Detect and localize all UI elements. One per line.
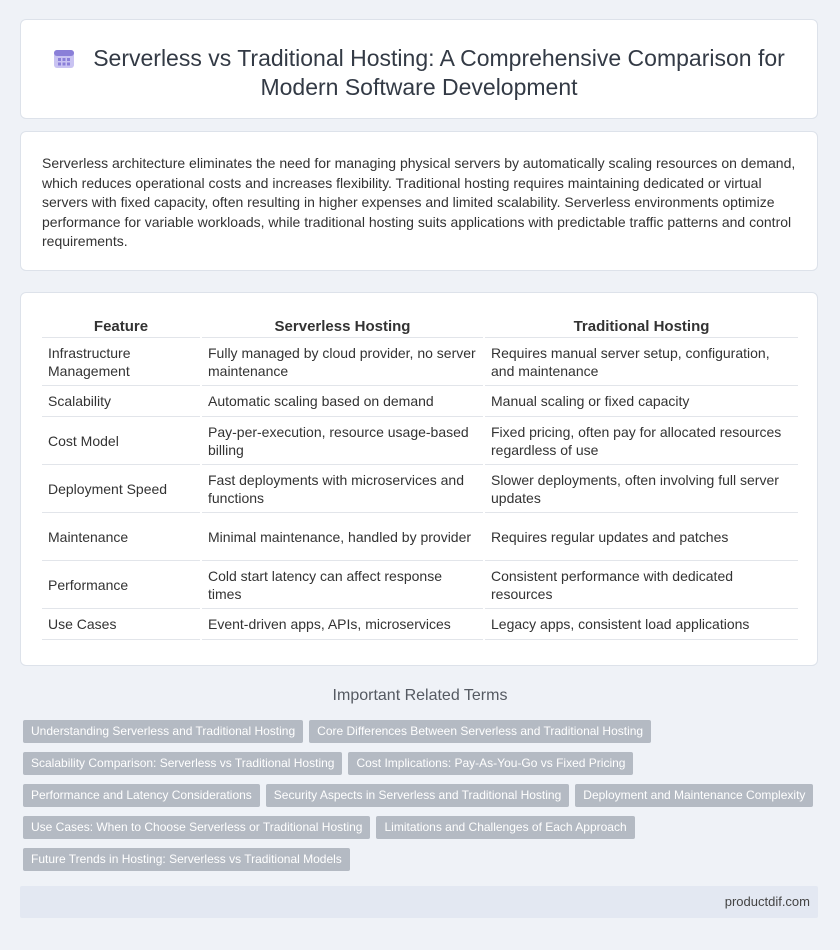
- calendar-icon: [53, 47, 75, 69]
- cell-traditional: Fixed pricing, often pay for allocated resources regardless of use: [484, 417, 798, 465]
- title-card: [20, 19, 818, 119]
- related-tag[interactable]: Cost Implications: Pay-As-You-Go vs Fixed Pricing: [348, 752, 633, 775]
- cell-feature: Cost Model: [42, 417, 201, 465]
- cell-feature: Use Cases: [42, 609, 201, 640]
- related-tag[interactable]: Use Cases: When to Choose Serverless or Traditional Hosting: [23, 816, 370, 839]
- header-serverless: Serverless Hosting: [201, 315, 484, 338]
- related-tag[interactable]: Performance and Latency Considerations: [23, 784, 260, 807]
- related-tag[interactable]: Scalability Comparison: Serverless vs Traditional Hosting: [23, 752, 342, 775]
- footer-site-link[interactable]: productdif.com: [724, 894, 810, 909]
- page-title: Serverless vs Traditional Hosting: A Comprehensive Comparison for Modern Software Development: [93, 45, 785, 100]
- intro-paragraph: Serverless architecture eliminates the need for managing physical servers by automatically scaling resources on demand, which reduces operational costs and increases flexibility. Traditional hosting requires maintaining dedicated or virtual servers with fixed capacity, often resulting in higher expenses and limited scalability. Serverless environments optimize performance for variable workloads, while traditional hosting suits applications with predictable traffic patterns and control requirements.: [42, 155, 796, 249]
- table-row: [42, 561, 798, 609]
- page-title-wrap: [51, 44, 787, 102]
- cell-feature: Deployment Speed: [42, 465, 201, 513]
- cell-traditional: Consistent performance with dedicated resources: [484, 561, 798, 609]
- cell-feature: Infrastructure Management: [42, 338, 201, 386]
- table-row: [42, 609, 798, 640]
- cell-traditional: Slower deployments, often involving full server updates: [484, 465, 798, 513]
- table-row: [42, 465, 798, 513]
- cell-traditional: Requires regular updates and patches: [484, 513, 798, 561]
- intro-card: [20, 131, 818, 271]
- cell-feature: Scalability: [42, 386, 201, 417]
- cell-serverless: Fast deployments with microservices and functions: [201, 465, 484, 513]
- related-terms-title: Important Related Terms: [332, 687, 508, 704]
- cell-serverless: Event-driven apps, APIs, microservices: [201, 609, 484, 640]
- footer-bar: [20, 886, 818, 918]
- table-row: [42, 386, 798, 417]
- cell-serverless: Automatic scaling based on demand: [201, 386, 484, 417]
- cell-serverless: Minimal maintenance, handled by provider: [201, 513, 484, 561]
- header-traditional: Traditional Hosting: [484, 315, 798, 338]
- header-feature: Feature: [42, 315, 201, 338]
- related-tag[interactable]: Future Trends in Hosting: Serverless vs Traditional Models: [23, 848, 350, 871]
- table-row: [42, 513, 798, 561]
- related-tag[interactable]: Understanding Serverless and Traditional Hosting: [23, 720, 303, 743]
- cell-feature: Maintenance: [42, 513, 201, 561]
- table-row: [42, 338, 798, 386]
- related-tag[interactable]: Security Aspects in Serverless and Traditional Hosting: [266, 784, 569, 807]
- cell-serverless: Cold start latency can affect response times: [201, 561, 484, 609]
- related-tag[interactable]: Core Differences Between Serverless and Traditional Hosting: [309, 720, 651, 743]
- comparison-card: [20, 292, 818, 666]
- cell-traditional: Requires manual server setup, configuration, and maintenance: [484, 338, 798, 386]
- related-tags: [23, 720, 823, 880]
- cell-traditional: Legacy apps, consistent load applications: [484, 609, 798, 640]
- related-tag[interactable]: Limitations and Challenges of Each Approach: [376, 816, 634, 839]
- table-header-row: [42, 315, 798, 338]
- cell-feature: Performance: [42, 561, 201, 609]
- related-tag[interactable]: Deployment and Maintenance Complexity: [575, 784, 813, 807]
- cell-serverless: Fully managed by cloud provider, no server maintenance: [201, 338, 484, 386]
- cell-serverless: Pay-per-execution, resource usage-based billing: [201, 417, 484, 465]
- comparison-table: [42, 315, 798, 640]
- cell-traditional: Manual scaling or fixed capacity: [484, 386, 798, 417]
- table-row: [42, 417, 798, 465]
